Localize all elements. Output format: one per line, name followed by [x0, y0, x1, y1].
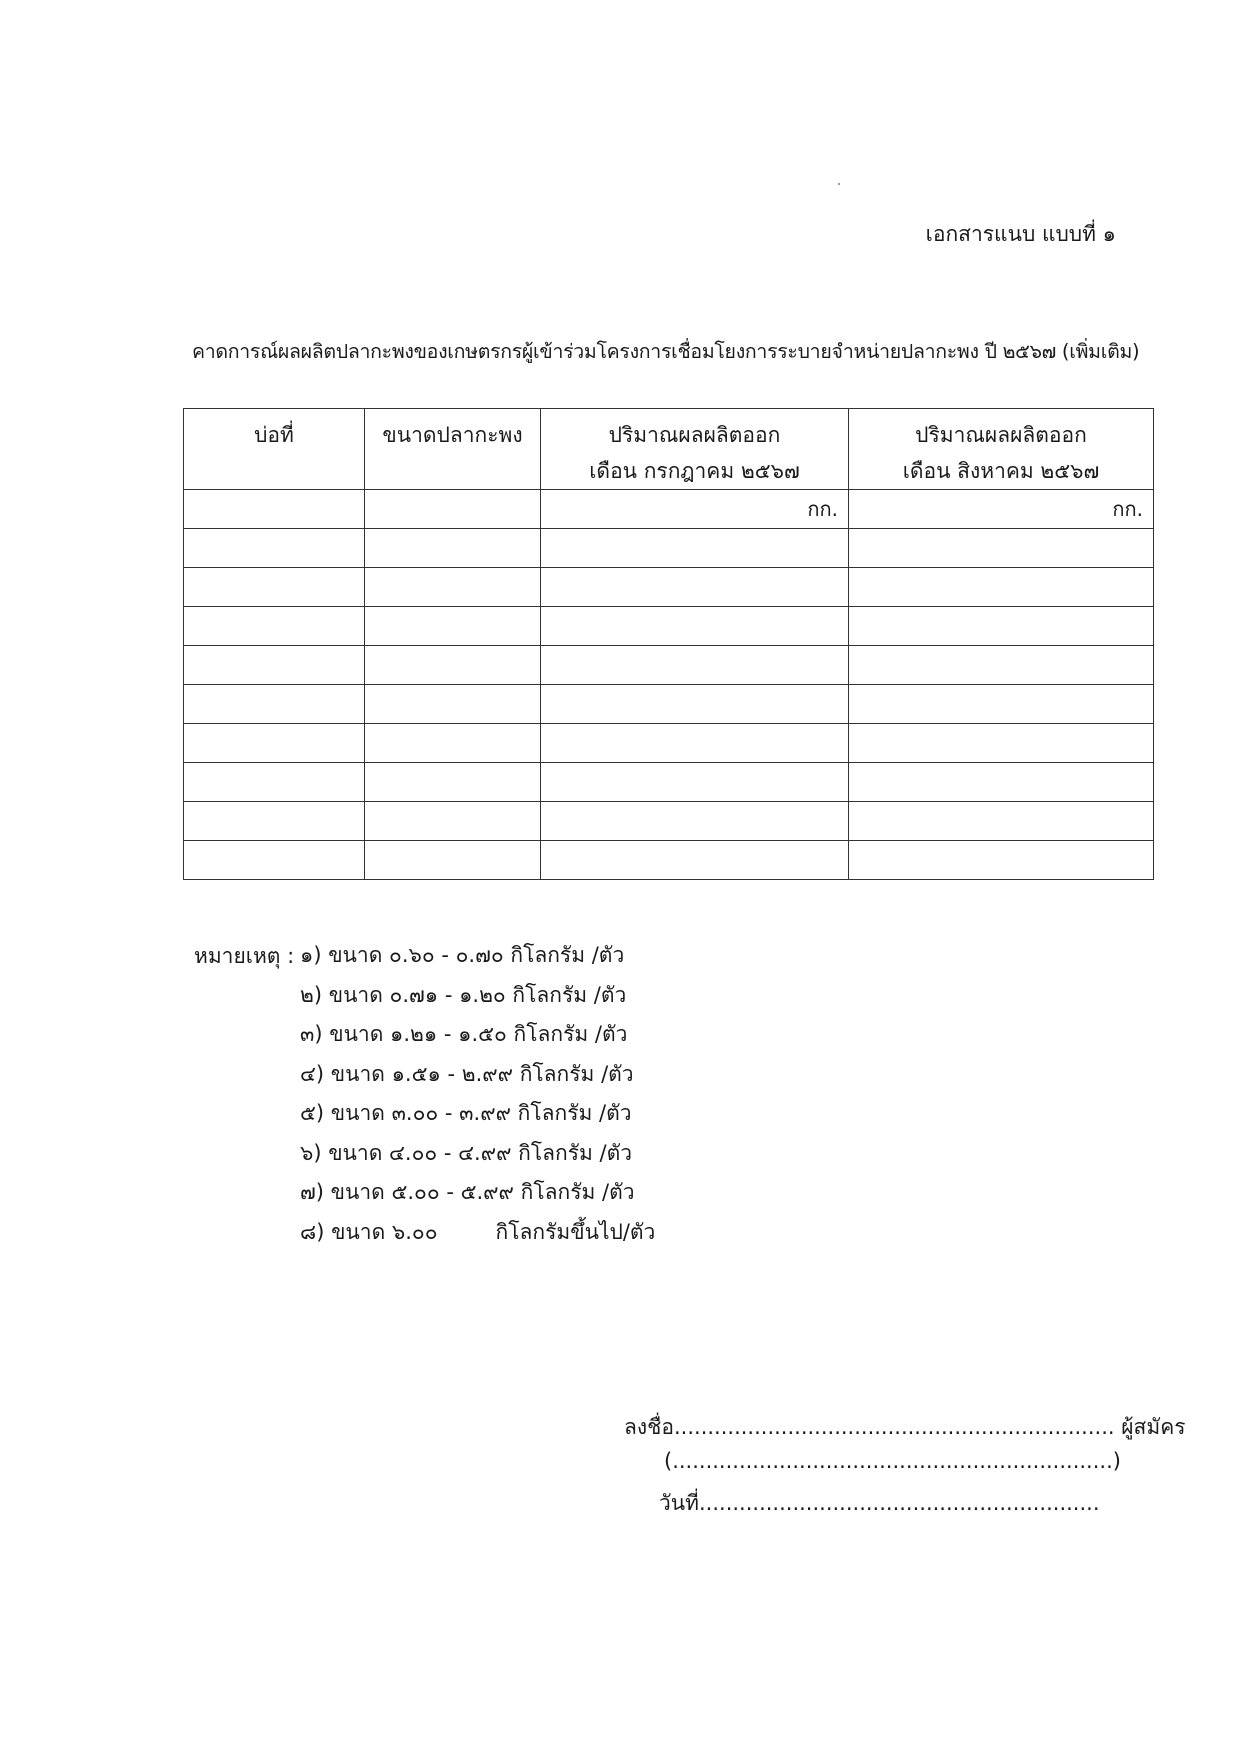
- fish-size-cell[interactable]: [365, 607, 541, 646]
- note-item: ๓) ขนาด ๑.๒๑ - ๑.๕๐ กิโลกรัม /ตัว: [300, 1022, 628, 1046]
- fish-size-cell[interactable]: [365, 568, 541, 607]
- pond-cell[interactable]: [184, 607, 365, 646]
- table-row: [184, 841, 1154, 880]
- august-output-cell[interactable]: [849, 763, 1154, 802]
- july-output-cell[interactable]: [541, 490, 849, 529]
- pond-cell[interactable]: [184, 646, 365, 685]
- document-title: คาดการณ์ผลผลิตปลากะพงของเกษตรกรผู้เข้าร่วมโครงการเชื่อมโยงการระบายจำหน่ายปลากะพง ปี ๒๕๖๗ (เพิ่มเติม): [192, 340, 1140, 363]
- signature-line[interactable]: ลงชื่อ.................................................................. ผู้สมัคร: [624, 1415, 1186, 1439]
- fish-size-cell[interactable]: [365, 724, 541, 763]
- july-output-cell[interactable]: [541, 763, 849, 802]
- table-row: [184, 802, 1154, 841]
- table-row: [184, 607, 1154, 646]
- fish-size-cell[interactable]: [365, 490, 541, 529]
- header-july-output: [541, 409, 849, 490]
- fish-size-cell[interactable]: [365, 802, 541, 841]
- pond-cell[interactable]: [184, 724, 365, 763]
- pond-cell[interactable]: [184, 841, 365, 880]
- header-aug-line2: เดือน สิงหาคม ๒๕๖๗: [902, 459, 1100, 483]
- signature-date-line[interactable]: วันที่............................................................: [659, 1491, 1100, 1515]
- table-row: [184, 529, 1154, 568]
- fish-size-cell[interactable]: [365, 841, 541, 880]
- august-output-cell[interactable]: [849, 529, 1154, 568]
- production-table: [183, 408, 1154, 880]
- header-august-output: [849, 409, 1154, 490]
- note-item-last-tail: กิโลกรัมขึ้นไป/ตัว: [495, 1219, 656, 1244]
- august-output-cell[interactable]: [849, 646, 1154, 685]
- header-aug-line1: ปริมาณผลผลิตออก: [915, 423, 1087, 447]
- august-output-cell[interactable]: [849, 802, 1154, 841]
- july-output-cell[interactable]: [541, 802, 849, 841]
- notes-list: [300, 940, 655, 1256]
- header-july-line2: เดือน กรกฎาคม ๒๕๖๗: [589, 459, 800, 483]
- notes-label: หมายเหตุ :: [194, 944, 295, 968]
- august-output-cell[interactable]: [849, 841, 1154, 880]
- table-row: [184, 568, 1154, 607]
- note-item: ๗) ขนาด ๕.๐๐ - ๕.๙๙ กิโลกรัม /ตัว: [300, 1180, 635, 1204]
- note-item: ๒) ขนาด ๐.๗๑ - ๑.๒๐ กิโลกรัม /ตัว: [300, 982, 627, 1007]
- unit-label: กก.: [1112, 497, 1143, 521]
- fish-size-cell[interactable]: [365, 529, 541, 568]
- header-pond: บ่อที่: [184, 409, 365, 490]
- note-item: ๔) ขนาด ๑.๕๑ - ๒.๙๙ กิโลกรัม /ตัว: [300, 1061, 634, 1086]
- attachment-label: เอกสารแนบ แบบที่ ๑: [925, 222, 1116, 246]
- signature-name-line[interactable]: (..................................................................): [664, 1449, 1121, 1473]
- note-item: ๕) ขนาด ๓.๐๐ - ๓.๙๙ กิโลกรัม /ตัว: [300, 1101, 632, 1125]
- august-output-cell[interactable]: [849, 724, 1154, 763]
- table-row: [184, 763, 1154, 802]
- note-item: ๑) ขนาด ๐.๖๐ - ๐.๗๐ กิโลกรัม /ตัว: [300, 943, 625, 967]
- pond-cell[interactable]: [184, 763, 365, 802]
- note-item-last: [300, 1217, 655, 1257]
- july-output-cell[interactable]: [541, 568, 849, 607]
- pond-cell[interactable]: [184, 568, 365, 607]
- august-output-cell[interactable]: [849, 490, 1154, 529]
- table-row: [184, 724, 1154, 763]
- unit-label: กก.: [807, 497, 838, 521]
- july-output-cell[interactable]: [541, 841, 849, 880]
- header-july-line1: ปริมาณผลผลิตออก: [608, 423, 781, 447]
- pond-cell[interactable]: [184, 490, 365, 529]
- table-row: [184, 685, 1154, 724]
- july-output-cell[interactable]: [541, 646, 849, 685]
- july-output-cell[interactable]: [541, 529, 849, 568]
- july-output-cell[interactable]: [541, 724, 849, 763]
- table-row: [184, 490, 1154, 529]
- pond-cell[interactable]: [184, 529, 365, 568]
- table-row: [184, 646, 1154, 685]
- july-output-cell[interactable]: [541, 685, 849, 724]
- table-header-row: [184, 409, 1154, 490]
- pond-cell[interactable]: [184, 802, 365, 841]
- august-output-cell[interactable]: [849, 568, 1154, 607]
- july-output-cell[interactable]: [541, 607, 849, 646]
- fish-size-cell[interactable]: [365, 763, 541, 802]
- august-output-cell[interactable]: [849, 607, 1154, 646]
- note-item-last-head: ๘) ขนาด ๖.๐๐: [300, 1219, 438, 1244]
- fish-size-cell[interactable]: [365, 685, 541, 724]
- pond-cell[interactable]: [184, 685, 365, 724]
- note-item: ๖) ขนาด ๔.๐๐ - ๔.๙๙ กิโลกรัม /ตัว: [300, 1140, 633, 1165]
- header-fish-size: ขนาดปลากะพง: [365, 409, 541, 490]
- fish-size-cell[interactable]: [365, 646, 541, 685]
- august-output-cell[interactable]: [849, 685, 1154, 724]
- scan-speck: [838, 183, 840, 185]
